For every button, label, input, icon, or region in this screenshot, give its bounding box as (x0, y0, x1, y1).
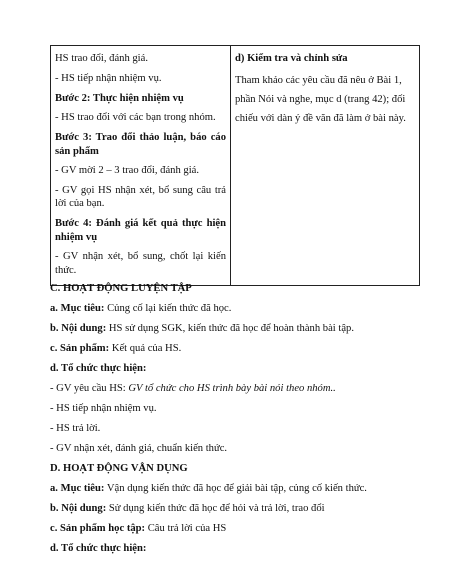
step-2-text: - HS trao đổi với các bạn trong nhóm. (55, 112, 216, 124)
section-d-objective (50, 482, 420, 495)
step-3-heading: Bước 3: Trao đổi thảo luận, báo cáo sản phẩm (55, 132, 226, 157)
label: c. Sản phẩm học tập: (50, 523, 146, 535)
section-c-task-3: - HS trả lời. (50, 423, 101, 435)
value: HS sử dụng SGK, kiến thức đã học để hoàn thành bài tập. (106, 323, 354, 335)
value: Sử dụng kiến thức đã học để hỏi và trả lời, trao đổi (106, 503, 325, 515)
section-d-content (50, 502, 420, 515)
section-d-heading: D. HOẠT ĐỘNG VẬN DỤNG (50, 463, 188, 475)
check-edit-heading: d) Kiểm tra và chỉnh sửa (235, 53, 348, 64)
label: b. Nội dung: (50, 503, 107, 515)
table-cell-right (231, 46, 420, 286)
step-4-text: - GV nhận xét, bổ sung, chốt lại kiến thức. (55, 251, 226, 276)
sections-below-table (50, 282, 420, 562)
check-edit-text: Tham khảo các yêu cầu đã nêu ở Bài 1, phần Nói và nghe, mục d (trang 42); đối chiếu với dàn ý đề văn đã làm ở bài này. (235, 75, 406, 125)
section-c-objective (50, 302, 420, 315)
section-c-organize: d. Tổ chức thực hiện: (50, 363, 147, 375)
step-2-heading: Bước 2: Thực hiện nhiệm vụ (55, 92, 184, 104)
table-row (51, 46, 420, 286)
step-3-text-1: - GV mời 2 – 3 trao đổi, đánh giá. (55, 165, 199, 177)
activity-table (50, 45, 420, 286)
section-c-task-4: - GV nhận xét, đánh giá, chuẩn kiến thức. (50, 443, 228, 455)
prefix: - GV yêu cầu HS: (50, 383, 129, 395)
label: a. Mục tiêu: (50, 483, 105, 495)
section-d-organize: d. Tổ chức thực hiện: (50, 543, 147, 555)
table-cell-left (51, 46, 231, 286)
section-c-task-1 (50, 382, 420, 395)
italic-text: GV tổ chức cho HS trình bày bài nói theo nhóm.. (128, 383, 336, 395)
value: Câu trả lời của HS (145, 523, 227, 535)
left-line-1: HS trao đổi, đánh giá. (55, 53, 148, 64)
section-c-heading: C. HOẠT ĐỘNG LUYỆN TẬP (50, 283, 192, 294)
step-4-heading: Bước 4: Đánh giá kết quả thực hiện nhiệm vụ (55, 218, 226, 243)
section-c-content (50, 322, 420, 335)
section-c-task-2: - HS tiếp nhận nhiệm vụ. (50, 403, 157, 415)
section-d-product (50, 522, 420, 535)
section-c-product (50, 342, 420, 355)
step-3-text-2: - GV gọi HS nhận xét, bổ sung câu trả lời của bạn. (55, 185, 226, 210)
value: Củng cố lại kiến thức đã học. (104, 303, 232, 315)
left-line-2: - HS tiếp nhận nhiệm vụ. (55, 72, 162, 84)
label: a. Mục tiêu: (50, 303, 105, 315)
value: Vận dụng kiến thức đã học để giải bài tập, củng cố kiến thức. (104, 483, 367, 495)
label: c. Sản phẩm: (50, 343, 110, 355)
value: Kết quả của HS. (109, 343, 182, 355)
label: b. Nội dung: (50, 323, 107, 335)
